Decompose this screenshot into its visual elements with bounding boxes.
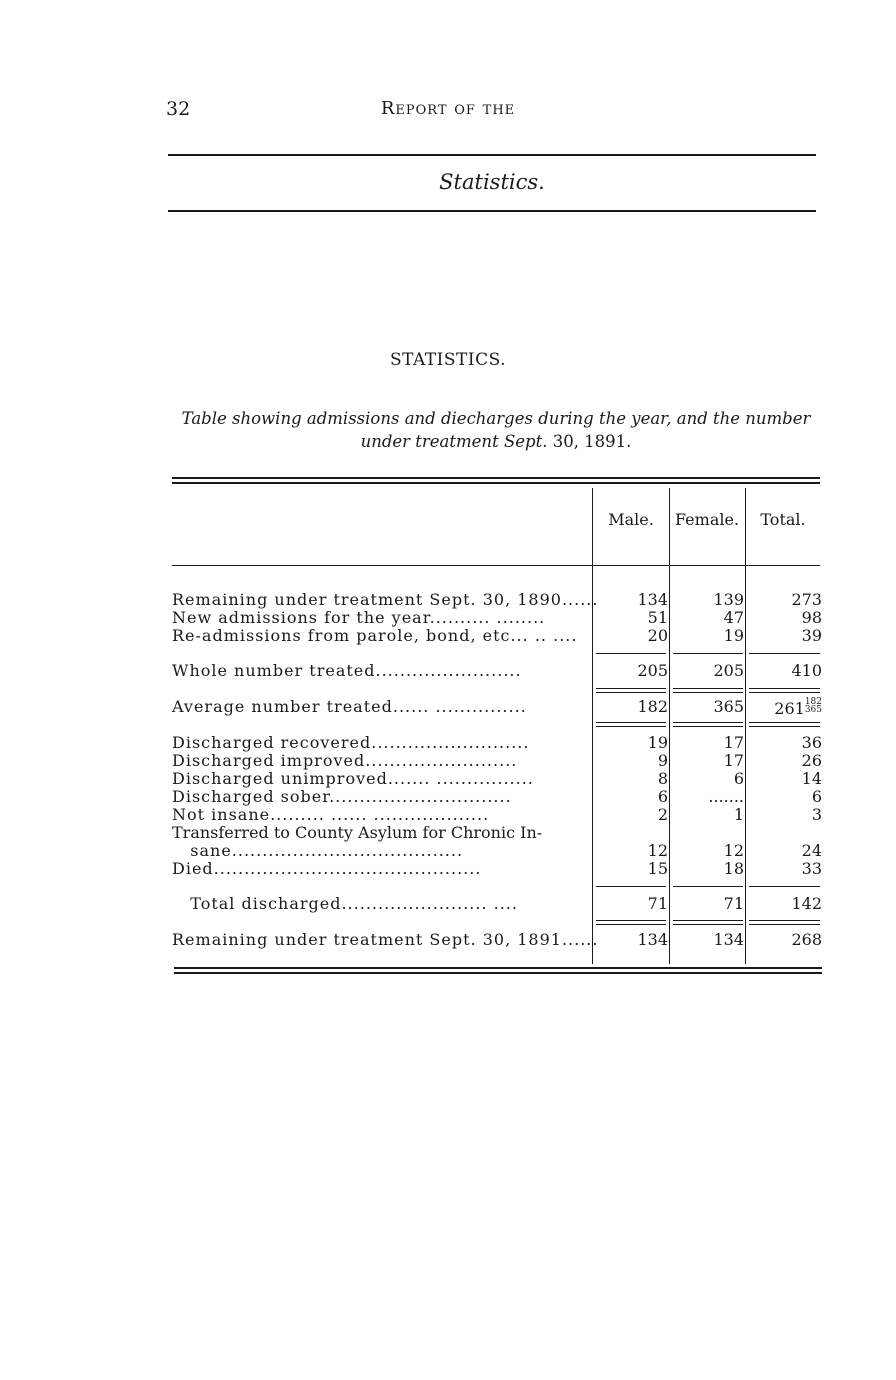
- table-row: [172, 662, 822, 680]
- total-value: 142: [791, 894, 822, 913]
- double-rule-total-b: [749, 692, 820, 693]
- caption-line-2-rest: 30, 1891.: [547, 432, 632, 451]
- male-value: 2: [657, 805, 668, 824]
- male-value: 15: [647, 859, 668, 878]
- female-value: 365: [713, 697, 744, 716]
- female-value: 71: [723, 894, 744, 913]
- male-value: 205: [637, 661, 668, 680]
- page-number: 32: [166, 98, 191, 120]
- female-value: 17: [723, 751, 744, 770]
- table-row: [172, 752, 822, 770]
- row-label: Discharged improved.........................: [172, 751, 518, 770]
- row-label: Remaining under treatment Sept. 30, 1891......: [172, 930, 599, 949]
- double-rule-female-d: [673, 726, 743, 727]
- row-label: Not insane......... ...... ...................: [172, 805, 490, 824]
- total-value: 24: [801, 841, 822, 860]
- male-value: 134: [637, 590, 668, 609]
- female-value: 205: [713, 661, 744, 680]
- total-value: 261 182 365: [774, 697, 822, 718]
- sum-rule-female-2: [673, 886, 743, 887]
- col-divider-1: [592, 488, 593, 964]
- female-value: 18: [723, 859, 744, 878]
- sum-rule-female: [673, 653, 743, 654]
- statistics-title: STATISTICS.: [389, 350, 507, 370]
- double-rule-male-e: [596, 920, 666, 921]
- double-rule-male-b: [596, 692, 666, 693]
- double-rule-total-d: [749, 726, 820, 727]
- double-rule-male-c: [596, 722, 666, 723]
- male-value: 12: [647, 841, 668, 860]
- row-label: Whole number treated........................: [172, 661, 522, 680]
- female-value: .......: [708, 787, 744, 806]
- table-bottom-rule-1: [174, 967, 822, 969]
- header-rule-top: [168, 154, 816, 156]
- male-value: 20: [647, 626, 668, 645]
- double-rule-female-a: [673, 688, 743, 689]
- table-row: [172, 609, 822, 627]
- total-fraction: 182 365: [804, 697, 822, 715]
- table-row: [172, 860, 822, 878]
- table-bottom-rule-2: [174, 972, 822, 974]
- female-value: 139: [713, 590, 744, 609]
- table-row: [172, 698, 822, 716]
- row-label: sane......................................: [172, 841, 464, 860]
- row-label: Re-admissions from parole, bond, etc... .. ....: [172, 626, 578, 645]
- total-value: 14: [801, 769, 822, 788]
- male-value: 19: [647, 733, 668, 752]
- row-label: New admissions for the year.......... ........: [172, 608, 546, 627]
- table-row: [172, 627, 822, 645]
- double-rule-male-f: [596, 924, 666, 925]
- female-value: 6: [733, 769, 744, 788]
- table-row: [172, 770, 822, 788]
- double-rule-male-a: [596, 688, 666, 689]
- double-rule-male-d: [596, 726, 666, 727]
- caption-line-1: Table showing admissions and diecharges during the year, and the number: [181, 409, 811, 428]
- sum-rule-total: [749, 653, 820, 654]
- double-rule-female-f: [673, 924, 743, 925]
- total-value: 98: [801, 608, 822, 627]
- female-value: 12: [723, 841, 744, 860]
- male-value: 6: [657, 787, 668, 806]
- male-value: 134: [637, 930, 668, 949]
- section-title: Statistics.: [439, 170, 545, 194]
- sum-rule-male: [596, 653, 666, 654]
- row-label: Discharged recovered..........................: [172, 733, 530, 752]
- col-divider-2: [669, 488, 670, 964]
- table-row: [172, 842, 822, 860]
- table-row: [172, 824, 822, 842]
- row-label: Discharged sober..............................: [172, 787, 512, 806]
- row-label: Total discharged........................ ....: [172, 894, 518, 913]
- header-underline: [172, 565, 820, 566]
- total-value: 39: [801, 626, 822, 645]
- row-label: Remaining under treatment Sept. 30, 1890......: [172, 590, 599, 609]
- running-head: Report of the: [380, 98, 516, 119]
- double-rule-female-b: [673, 692, 743, 693]
- female-value: 47: [723, 608, 744, 627]
- row-label: Discharged unimproved....... ................: [172, 769, 534, 788]
- male-value: 182: [637, 697, 668, 716]
- sum-rule-total-2: [749, 886, 820, 887]
- total-value: 273: [791, 590, 822, 609]
- table-caption: [170, 407, 822, 453]
- total-value: 36: [801, 733, 822, 752]
- double-rule-female-e: [673, 920, 743, 921]
- col-header-female: Female.: [674, 510, 740, 529]
- female-value: 1: [733, 805, 744, 824]
- table-row: [172, 591, 822, 609]
- total-value: 26: [801, 751, 822, 770]
- row-label: Died............................................: [172, 859, 482, 878]
- col-header-total: Total.: [760, 510, 806, 529]
- total-value: 410: [791, 661, 822, 680]
- total-value: 3: [811, 805, 822, 824]
- total-value: 268: [791, 930, 822, 949]
- col-header-male: Male.: [608, 510, 654, 529]
- male-value: 9: [657, 751, 668, 770]
- double-rule-female-c: [673, 722, 743, 723]
- male-value: 71: [647, 894, 668, 913]
- sum-rule-male-2: [596, 886, 666, 887]
- double-rule-total-e: [749, 920, 820, 921]
- col-divider-3: [745, 488, 746, 964]
- table-row: [172, 931, 822, 949]
- female-value: 134: [713, 930, 744, 949]
- caption-line-2-italic: under treatment Sept.: [360, 432, 548, 451]
- table-top-rule-2: [172, 482, 820, 484]
- total-value: 33: [801, 859, 822, 878]
- table-top-rule-1: [172, 477, 820, 479]
- table-row: [172, 788, 822, 806]
- female-value: 17: [723, 733, 744, 752]
- table-row: [172, 734, 822, 752]
- table-row: [172, 895, 822, 913]
- double-rule-total-f: [749, 924, 820, 925]
- female-value: 19: [723, 626, 744, 645]
- male-value: 51: [647, 608, 668, 627]
- header-rule-bottom: [168, 210, 816, 212]
- row-label: Transferred to County Asylum for Chronic In-: [172, 823, 543, 842]
- double-rule-total-a: [749, 688, 820, 689]
- row-label: Average number treated...... ...............: [172, 697, 527, 716]
- double-rule-total-c: [749, 722, 820, 723]
- male-value: 8: [657, 769, 668, 788]
- total-value: 6: [811, 787, 822, 806]
- table-row: [172, 806, 822, 824]
